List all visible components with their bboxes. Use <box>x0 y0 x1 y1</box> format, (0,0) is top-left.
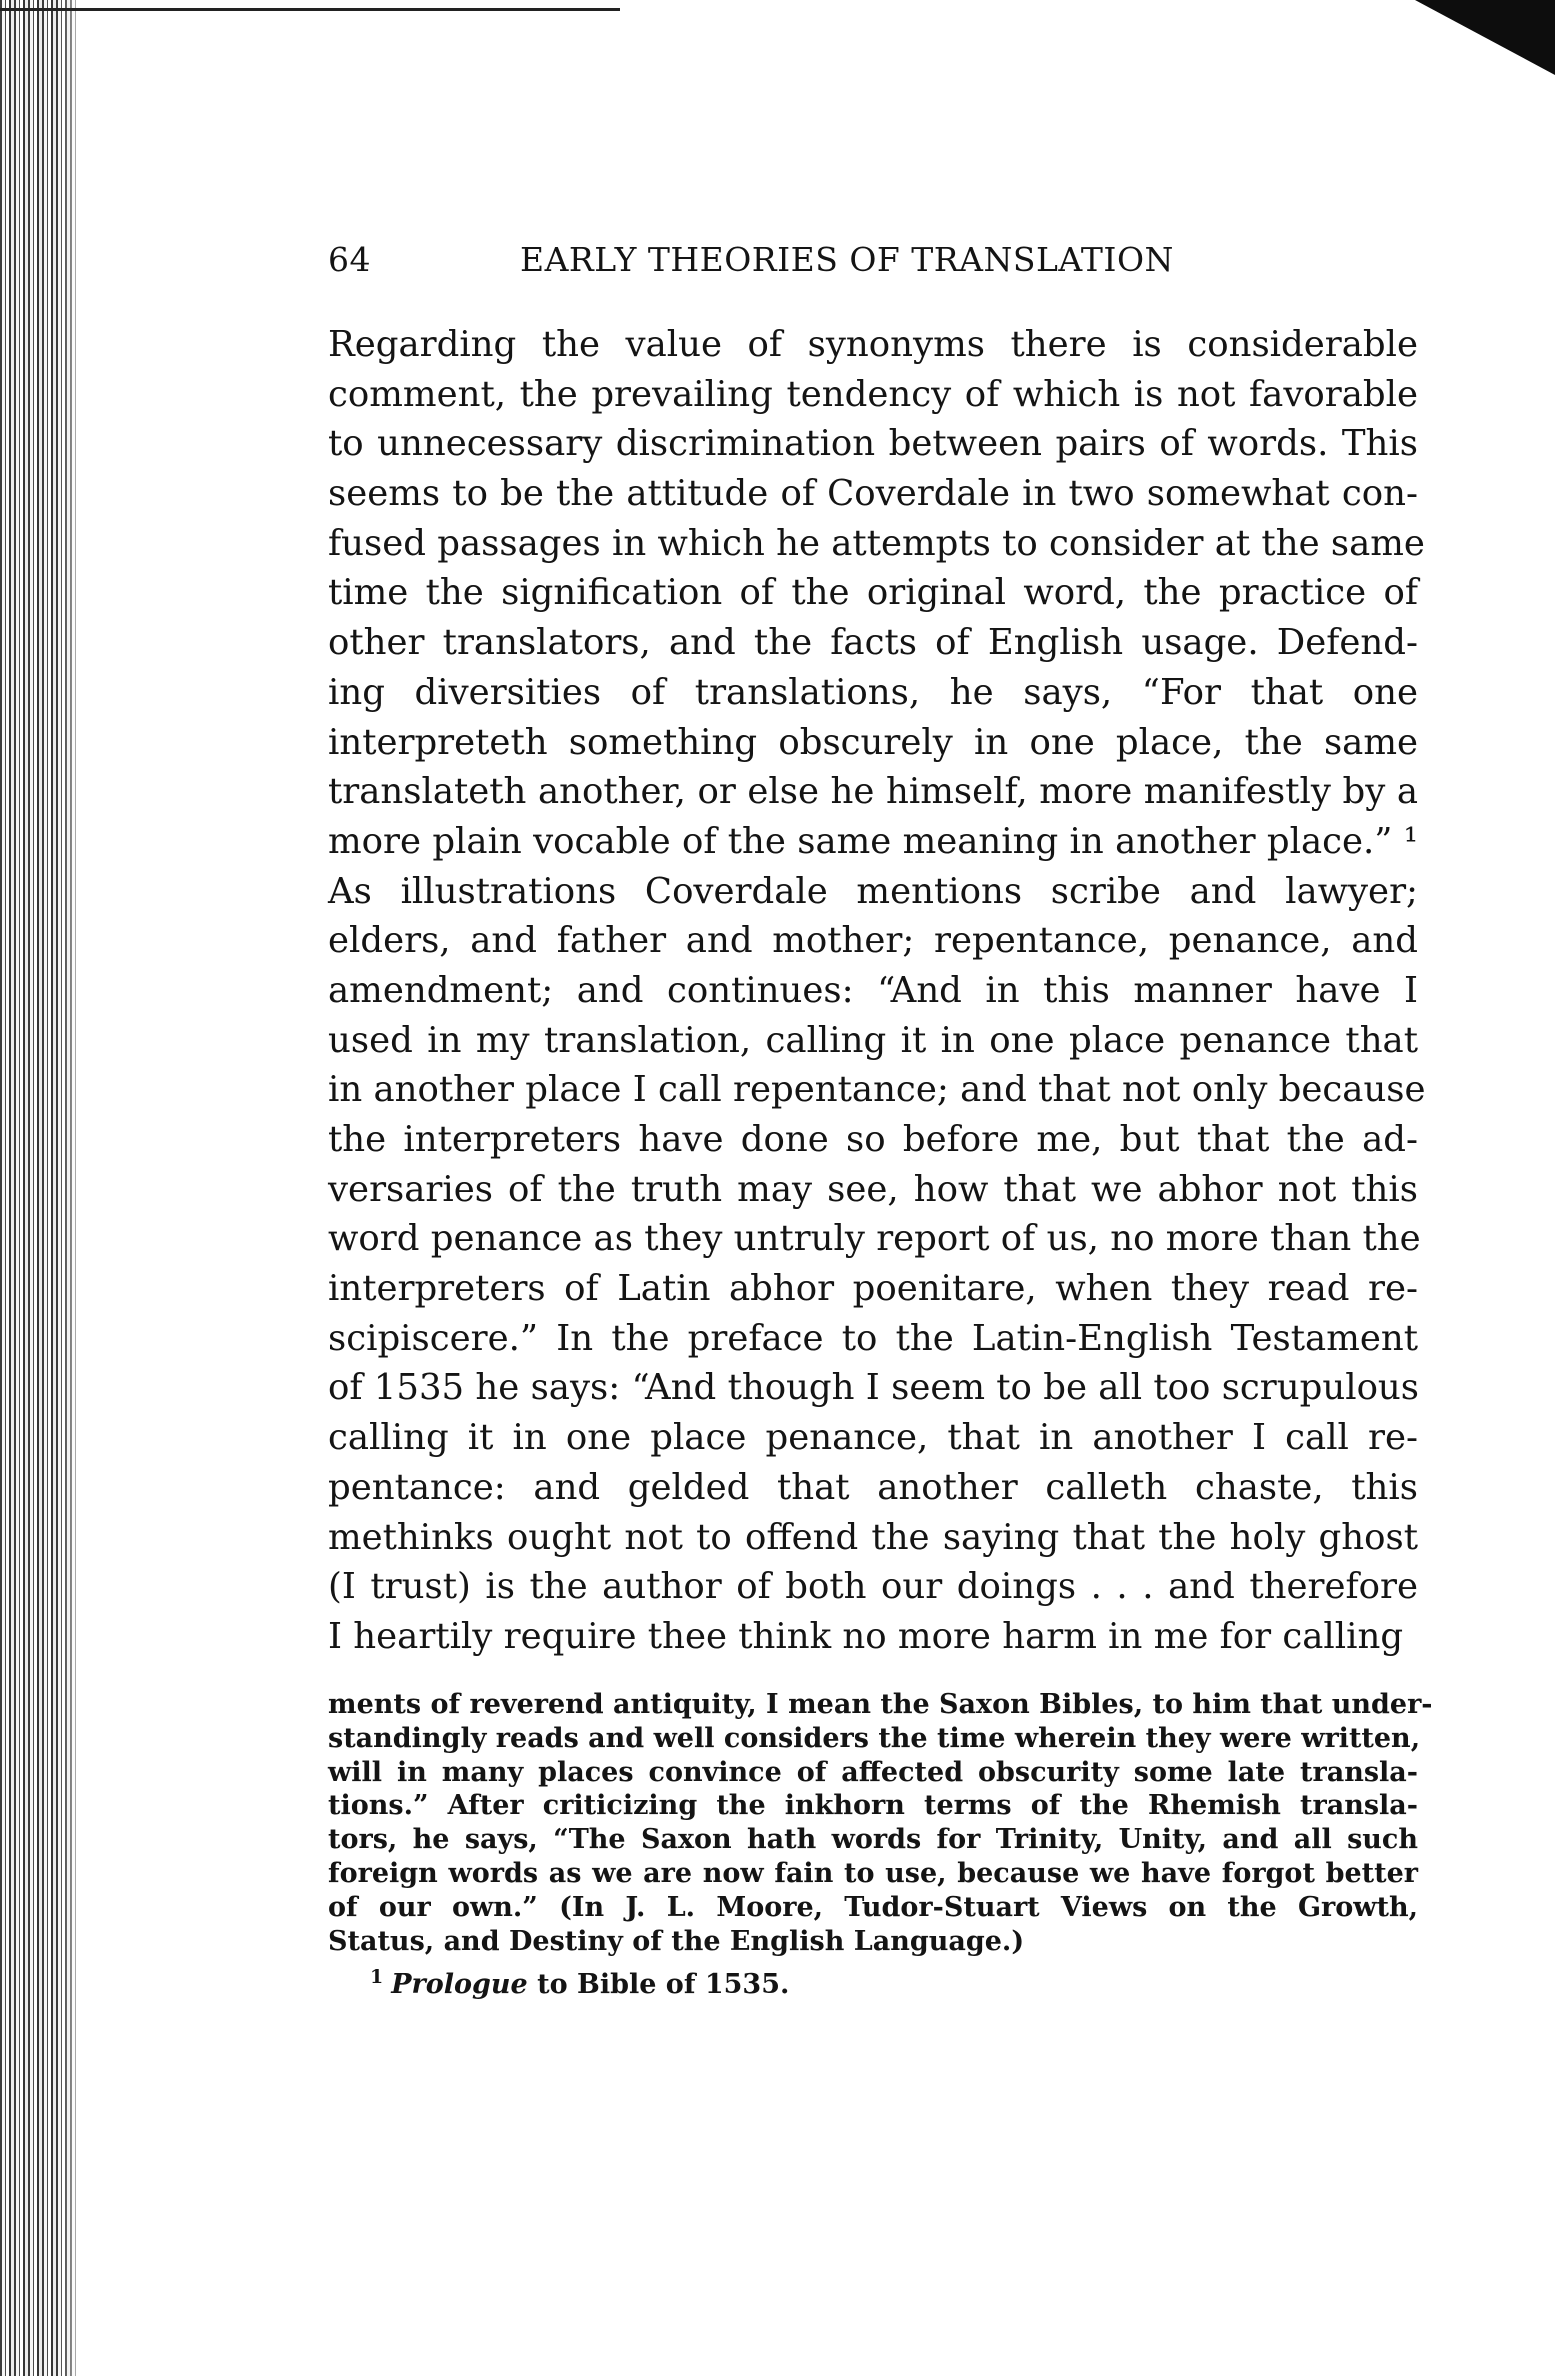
body-line: scipiscere.” In the preface to the Latin-English Testament <box>328 1317 1418 1359</box>
body-line: in another place I call repentance; and that not only because <box>328 1069 1426 1111</box>
footnote-line: ments of reverend antiquity, I mean the Saxon Bibles, to him that under- <box>328 1689 1433 1720</box>
body-line: ing diversities of translations, he says, “For that one <box>328 671 1418 713</box>
body-line: other translators, and the facts of English usage. Defend- <box>328 622 1418 664</box>
running-head <box>328 240 1418 290</box>
footnote-line: tors, he says, “The Saxon hath words for Trinity, Unity, and all such <box>328 1824 1418 1856</box>
body-line: calling it in one place penance, that in another I call re- <box>328 1417 1418 1459</box>
scan-top-rule <box>0 8 620 11</box>
body-line: interpreteth something obscurely in one place, the same <box>328 721 1418 763</box>
body-text <box>328 320 1426 1662</box>
body-line: comment, the prevailing tendency of which is not favorable <box>328 373 1418 415</box>
body-line: of 1535 he says: “And though I seem to be all too scrupulous <box>328 1367 1420 1409</box>
footnote-line: standingly reads and well considers the time wherein they were written, <box>328 1722 1421 1754</box>
footnote-1-mark: 1 <box>370 1966 384 1989</box>
body-line: translateth another, or else he himself, more manifestly by a <box>328 771 1418 813</box>
body-line: time the signification of the original word, the practice of <box>328 572 1418 614</box>
page-number: 64 <box>328 240 371 279</box>
body-line: versaries of the truth may see, how that we abhor not this <box>328 1168 1418 1210</box>
body-line: pentance: and gelded that another calleth chaste, this <box>328 1466 1418 1508</box>
footnote-1-title: Prologue <box>391 1969 528 2001</box>
body-line: amendment; and continues: “And in this manner have I <box>328 969 1418 1011</box>
body-line: Regarding the value of synonyms there is considerable <box>328 324 1418 365</box>
scan-corner-mark <box>1415 0 1555 75</box>
body-line: seems to be the attitude of Coverdale in two somewhat con- <box>328 473 1418 515</box>
body-line: the interpreters have done so before me, but that the ad- <box>328 1119 1418 1160</box>
body-line: word penance as they untruly report of us, no more than the <box>328 1218 1421 1260</box>
body-line: used in my translation, calling it in one place penance that <box>328 1019 1418 1061</box>
footnote-1 <box>328 1960 1418 2001</box>
body-line: I heartily require thee think no more harm in me for calling <box>328 1615 1404 1657</box>
body-line: fused passages in which he attempts to consider at the same <box>328 522 1425 564</box>
footnote-line: foreign words as we are now fain to use, because we have forgot better <box>328 1857 1418 1889</box>
body-line: more plain vocable of the same meaning in another place.” ¹ <box>328 820 1418 862</box>
footnote-1-text: to Bible of 1535. <box>527 1969 790 2001</box>
footnote-line: Status, and Destiny of the English Language.) <box>328 1925 1025 1957</box>
footnote-line: tions.” After criticizing the inkhorn terms of the Rhemish transla- <box>328 1790 1418 1822</box>
body-line: elders, and father and mother; repentance, penance, and <box>328 920 1418 962</box>
body-line: methinks ought not to offend the saying that the holy ghost <box>328 1516 1418 1558</box>
footnote-line: will in many places convince of affected obscurity some late transla- <box>328 1756 1418 1788</box>
body-line: (I trust) is the author of both our doings . . . and therefore <box>328 1566 1418 1608</box>
body-line: As illustrations Coverdale mentions scribe and lawyer; <box>328 870 1418 912</box>
footnote-line: of our own.” (In J. L. Moore, Tudor-Stuart Views on the Growth, <box>328 1891 1418 1923</box>
body-line: interpreters of Latin abhor poenitare, when they read re- <box>328 1268 1418 1310</box>
body-line: to unnecessary discrimination between pairs of words. This <box>328 423 1418 465</box>
footnotes <box>328 1688 1433 2001</box>
running-title: EARLY THEORIES OF TRANSLATION <box>520 240 1174 279</box>
binding-shadow <box>60 0 90 2376</box>
